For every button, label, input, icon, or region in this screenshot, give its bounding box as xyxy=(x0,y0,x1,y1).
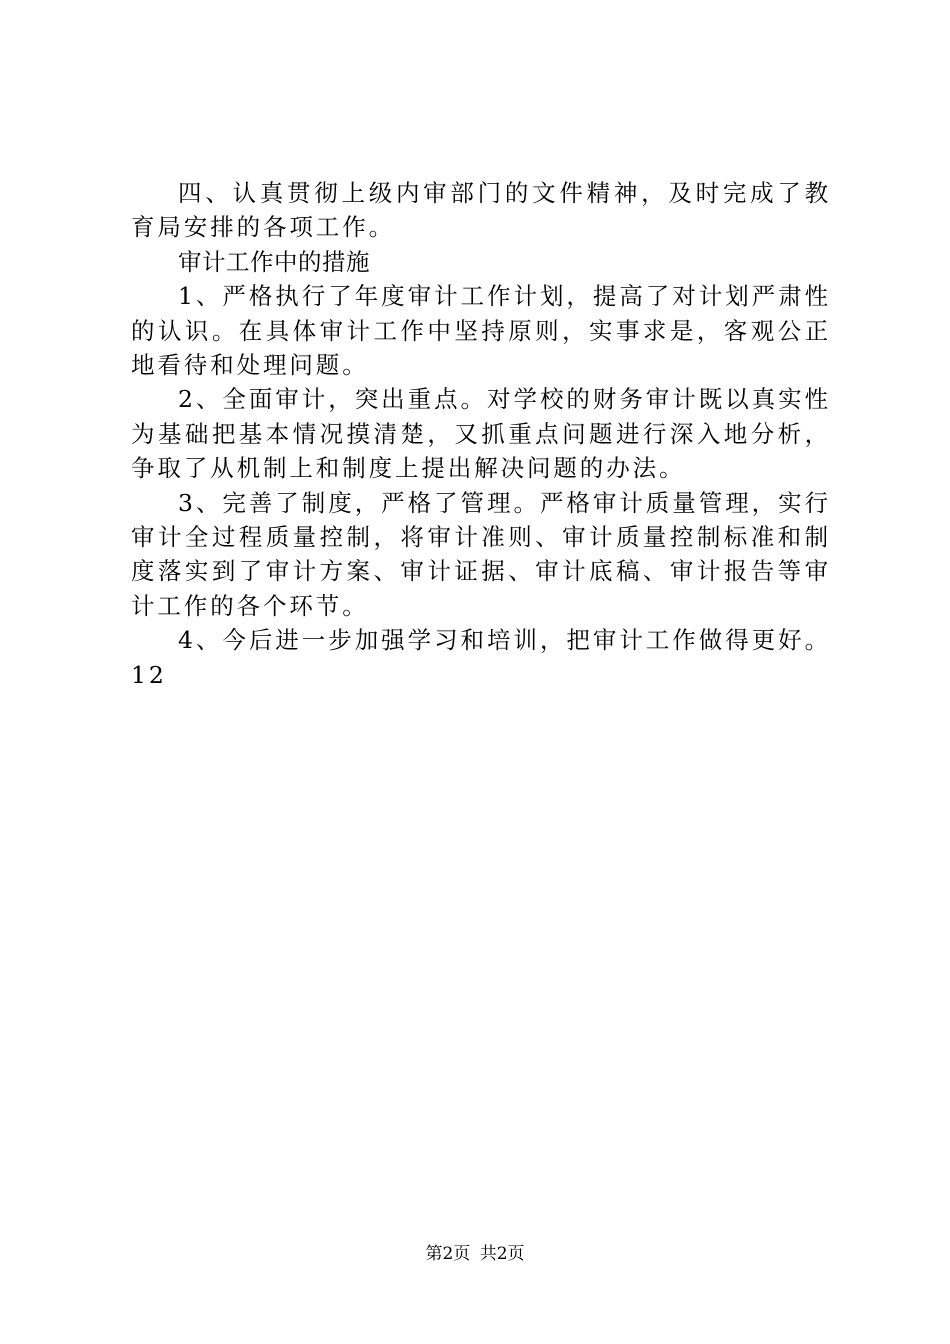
page-number: 第2页 xyxy=(425,1244,471,1264)
paragraph-measure-2: 2、全面审计，突出重点。对学校的财务审计既以真实性为基础把基本情况摸清楚，又抓重点问题进行深入地分析，争取了从机制上和制度上提出解决问题的办法。 xyxy=(131,385,831,483)
page-total: 共2页 xyxy=(479,1244,525,1264)
section-heading: 审计工作中的措施 xyxy=(178,247,370,276)
paragraph-measure-4: 4、今后进一步加强学习和培训，把审计工作做得更好。12 xyxy=(131,626,831,689)
paragraph-item-4: 四、认真贯彻上级内审部门的文件精神，及时完成了教育局安排的各项工作。 xyxy=(131,179,831,242)
paragraph-measure-3: 3、完善了制度，严格了管理。严格审计质量管理，实行审计全过程质量控制，将审计准则、审计质量控制标准和制度落实到了审计方案、审计证据、审计底稿、审计报告等审计工作的各个环节。 xyxy=(131,488,831,620)
page-footer xyxy=(0,1242,950,1266)
document-body xyxy=(131,176,831,692)
paragraph-measure-1: 1、严格执行了年度审计工作计划，提高了对计划严肃性的认识。在具体审计工作中坚持原则，实事求是，客观公正地看待和处理问题。 xyxy=(131,282,831,380)
